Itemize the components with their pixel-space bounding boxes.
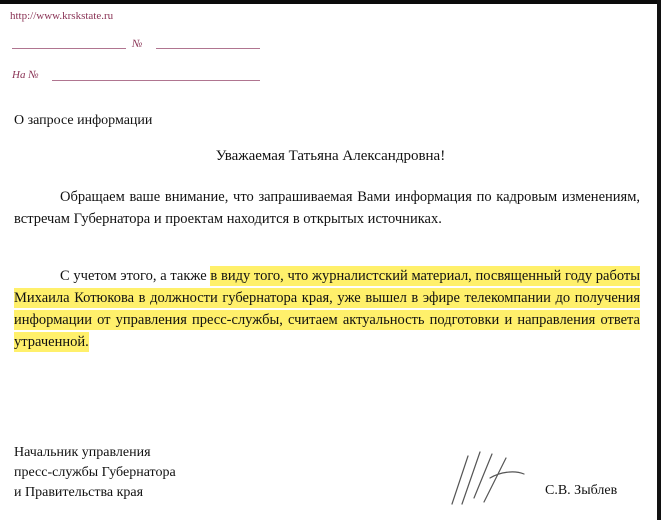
right-border: [657, 0, 661, 520]
highlighted-text: в виду того, что журналистский материал, посвященный году работы Михаила Котюкова в должности губернатора края, уже вышел в эфире телекомпании до получения информации от управления пресс-службы, считаем актуальность подготовки и направления ответа утраченной.: [14, 268, 641, 350]
paragraph-2-plain: С учетом этого, а также: [60, 268, 211, 284]
date-line: [12, 48, 126, 49]
number-line: [156, 48, 260, 49]
letterhead-url: http://www.krskstate.ru: [10, 10, 114, 22]
number-label: №: [132, 38, 143, 50]
signatory-position-line-2: пресс-службы Губернатора: [14, 465, 176, 480]
signatory-position-line-3: и Правительства края: [14, 485, 144, 500]
letter-subject: О запросе информации: [14, 113, 153, 128]
signatory-position: [14, 443, 176, 503]
signatory-position-line-1: Начальник управления: [14, 445, 151, 460]
paragraph-1: [14, 186, 640, 230]
reply-to-line: [52, 80, 260, 81]
handwritten-signature: [440, 448, 530, 508]
letter-greeting: Уважаемая Татьяна Александровна!: [215, 148, 446, 164]
reply-to-label: На №: [12, 69, 39, 81]
paragraph-1-text: Обращаем ваше внимание, что запрашиваемая Вами информация по кадровым изменениям, встречам Губернатора и проектам находится в открытых источниках.: [14, 189, 640, 227]
top-border: [0, 0, 661, 4]
signatory-name: С.В. Зыблев: [545, 483, 618, 498]
paragraph-2: [14, 265, 640, 353]
